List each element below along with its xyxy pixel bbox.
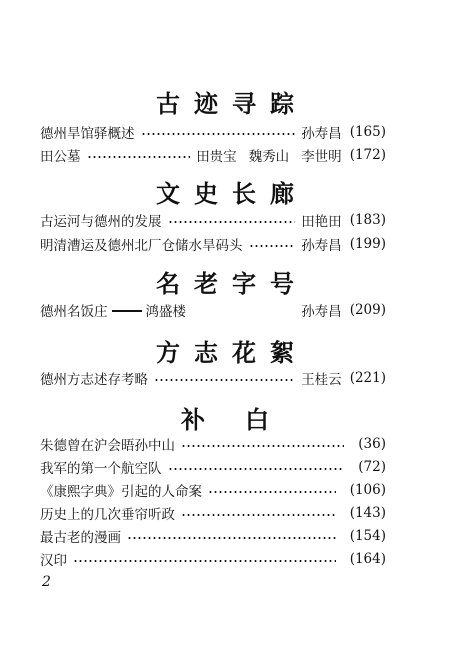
toc-entry[interactable] xyxy=(40,434,386,454)
dot-leader xyxy=(249,245,296,247)
entry-author: 孙寿昌 xyxy=(301,126,342,142)
entry-author: 孙寿昌 xyxy=(301,304,342,320)
entry-subtitle: 鸿盛楼 xyxy=(145,304,186,320)
entry-page: (143) xyxy=(349,505,386,521)
entry-title: 明清漕运及德州北厂仓储水旱码头 xyxy=(40,238,243,254)
entry-authors xyxy=(196,145,342,165)
toc-entry[interactable] xyxy=(40,549,386,569)
toc-entry[interactable] xyxy=(40,526,386,546)
dot-leader xyxy=(181,445,344,447)
entry-title: 历史上的几次垂帘听政 xyxy=(40,507,175,523)
entry-page: (221) xyxy=(349,370,386,386)
entry-author: 王桂云 xyxy=(301,372,342,388)
entry-title: 田公墓 xyxy=(40,149,81,165)
entry-page: (154) xyxy=(349,528,386,544)
toc-entry[interactable] xyxy=(40,368,386,388)
dot-leader xyxy=(168,468,345,470)
entry-author: 魏秀山 xyxy=(248,149,290,165)
entry-title: 我军的第一个航空队 xyxy=(40,461,162,477)
entry-page: (209) xyxy=(349,302,386,318)
dot-leader xyxy=(141,133,296,135)
entry-title: 德州方志述存考略 xyxy=(40,372,148,388)
entry-author: 李世明 xyxy=(301,149,342,165)
entry-page: (106) xyxy=(349,482,386,498)
entry-title: 德州旱馆驿概述 xyxy=(40,126,135,142)
toc-entry[interactable] xyxy=(40,234,386,254)
section-title-bubai: 补白 xyxy=(181,406,309,434)
em-dash xyxy=(112,310,142,312)
entry-title: 汉印 xyxy=(40,553,67,569)
section-title-guji: 古迹寻踪 xyxy=(156,90,308,118)
toc-entry[interactable] xyxy=(40,480,386,500)
dot-leader xyxy=(181,514,336,516)
dot-leader xyxy=(168,221,296,223)
entry-page: (36) xyxy=(358,436,386,452)
toc-entry[interactable] xyxy=(40,457,386,477)
entry-page: (72) xyxy=(358,459,386,475)
entry-page: (165) xyxy=(349,124,386,140)
dot-leader xyxy=(87,156,191,158)
toc-entry[interactable] xyxy=(40,300,386,320)
entry-title: 德州名饭庄 xyxy=(40,304,108,320)
toc-entry[interactable] xyxy=(40,122,386,142)
dot-leader xyxy=(127,537,336,539)
page-number: 2 xyxy=(42,574,51,590)
entry-page: (164) xyxy=(349,551,386,567)
toc-entry[interactable] xyxy=(40,210,386,230)
toc-entry[interactable] xyxy=(40,503,386,523)
dot-leader xyxy=(208,491,336,493)
toc-entry[interactable] xyxy=(40,145,386,165)
entry-page: (199) xyxy=(349,236,386,252)
entry-title: 最古老的漫画 xyxy=(40,530,121,546)
entry-author: 田艳田 xyxy=(301,214,342,230)
entry-author: 田贵宝 xyxy=(196,149,237,165)
entry-title: 朱德曾在沪会晤孙中山 xyxy=(40,438,175,454)
entry-page: (172) xyxy=(349,147,386,163)
section-title-fangzhi: 方志花絮 xyxy=(156,339,308,367)
dot-leader xyxy=(154,379,295,381)
entry-author: 孙寿昌 xyxy=(301,238,342,254)
dot-leader xyxy=(73,560,336,562)
section-title-laozihao: 名老字号 xyxy=(156,270,308,298)
entry-page: (183) xyxy=(349,212,386,228)
entry-title: 古运河与德州的发展 xyxy=(40,214,162,230)
entry-title: 《康熙字典》引起的人命案 xyxy=(40,484,202,500)
section-title-wenshi: 文史长廊 xyxy=(156,180,308,208)
